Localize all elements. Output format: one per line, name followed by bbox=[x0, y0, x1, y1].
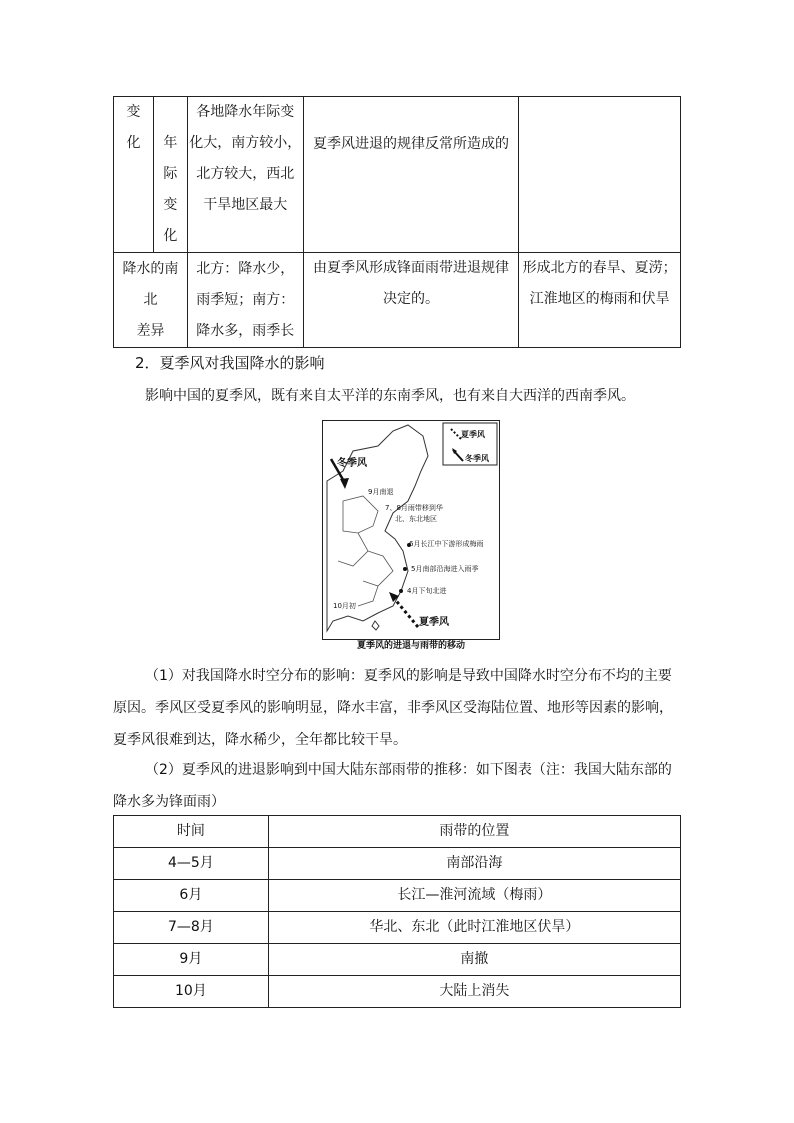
time-cell: 10月 bbox=[114, 976, 269, 1008]
paragraph-2: （2）夏季风的进退影响到中国大陆东部雨带的推移：如下图表（注：我国大陆东部的 降水多为锋面雨） bbox=[113, 762, 672, 810]
time-cell: 7—8月 bbox=[114, 912, 269, 944]
may-label: 5月南部沿海进入雨季 bbox=[411, 565, 479, 573]
location-cell: 华北、东北（此时江淮地区伏旱） bbox=[268, 912, 680, 944]
table-row bbox=[114, 97, 681, 253]
july-august-label-2: 北、东北地区 bbox=[395, 515, 437, 523]
column-header: 雨带的位置 bbox=[268, 816, 680, 848]
table-row bbox=[114, 912, 681, 944]
time-cell: 6月 bbox=[114, 880, 269, 912]
paragraph-1: （1）对我国降水时空分布的影响：夏季风的影响是导致中国降水时空分布不均的主要 原因。季风区受夏季风的影响明显，降水丰富，非季风区受海陆位置、地形等因素的影响， 夏季风很难到达，降水稀少，全年都比较干旱。 bbox=[113, 668, 673, 748]
column-header: 时间 bbox=[114, 816, 269, 848]
table-row bbox=[114, 944, 681, 976]
september-label: 9月南退 bbox=[368, 488, 394, 496]
impact-cell: 形成北方的春旱、夏涝； 江淮地区的梅雨和伏旱 bbox=[519, 253, 681, 348]
map-caption: 夏季风的进退与雨带的移动 bbox=[356, 641, 465, 651]
june-label: 6月长江中下游形成梅雨 bbox=[409, 540, 484, 548]
cause-cell: 由夏季风形成锋面雨带进退规律 决定的。 bbox=[303, 253, 519, 348]
july-august-label: 7、8月雨带移到华 bbox=[385, 504, 443, 512]
feature-cell: 各地降水年际变 化大，南方较小， 北方较大，西北 干旱地区最大 bbox=[187, 97, 303, 253]
legend-winter-label: 冬季风 bbox=[465, 454, 489, 463]
time-cell: 4—5月 bbox=[114, 848, 269, 880]
table-header-row bbox=[114, 816, 681, 848]
legend-summer-label: 夏季风 bbox=[461, 430, 485, 439]
section-intro: 影响中国的夏季风，既有来自太平洋的东南季风，也有来自大西洋的西南季风。 bbox=[145, 388, 635, 404]
summer-monsoon-label: 夏季风 bbox=[419, 617, 449, 628]
monsoon-map bbox=[322, 420, 500, 640]
subcategory-cell: 年 际 变 化 bbox=[153, 97, 187, 253]
section-title: 2．夏季风对我国降水的影响 bbox=[135, 354, 325, 372]
location-cell: 南撤 bbox=[268, 944, 680, 976]
table-row bbox=[114, 976, 681, 1008]
category-cell: 变 化 bbox=[114, 97, 154, 253]
table-row bbox=[114, 253, 681, 348]
rain-belt-table bbox=[113, 815, 681, 1008]
precipitation-variation-table bbox=[113, 96, 681, 348]
feature-cell: 北方：降水少， 雨季短；南方： 降水多，雨季长 bbox=[187, 253, 303, 348]
october-label: 10月初 bbox=[333, 602, 356, 610]
winter-monsoon-label: 冬季风 bbox=[337, 458, 367, 469]
time-cell: 9月 bbox=[114, 944, 269, 976]
location-cell: 大陆上消失 bbox=[268, 976, 680, 1008]
location-cell: 南部沿海 bbox=[268, 848, 680, 880]
table-row bbox=[114, 848, 681, 880]
category-cell: 降水的南 北 差异 bbox=[114, 253, 188, 348]
table-row bbox=[114, 880, 681, 912]
april-label: 4月下旬北进 bbox=[407, 587, 447, 595]
impact-cell bbox=[519, 97, 681, 253]
location-cell: 长江—淮河流域（梅雨） bbox=[268, 880, 680, 912]
cause-cell: 夏季风进退的规律反常所造成的 bbox=[303, 97, 519, 253]
